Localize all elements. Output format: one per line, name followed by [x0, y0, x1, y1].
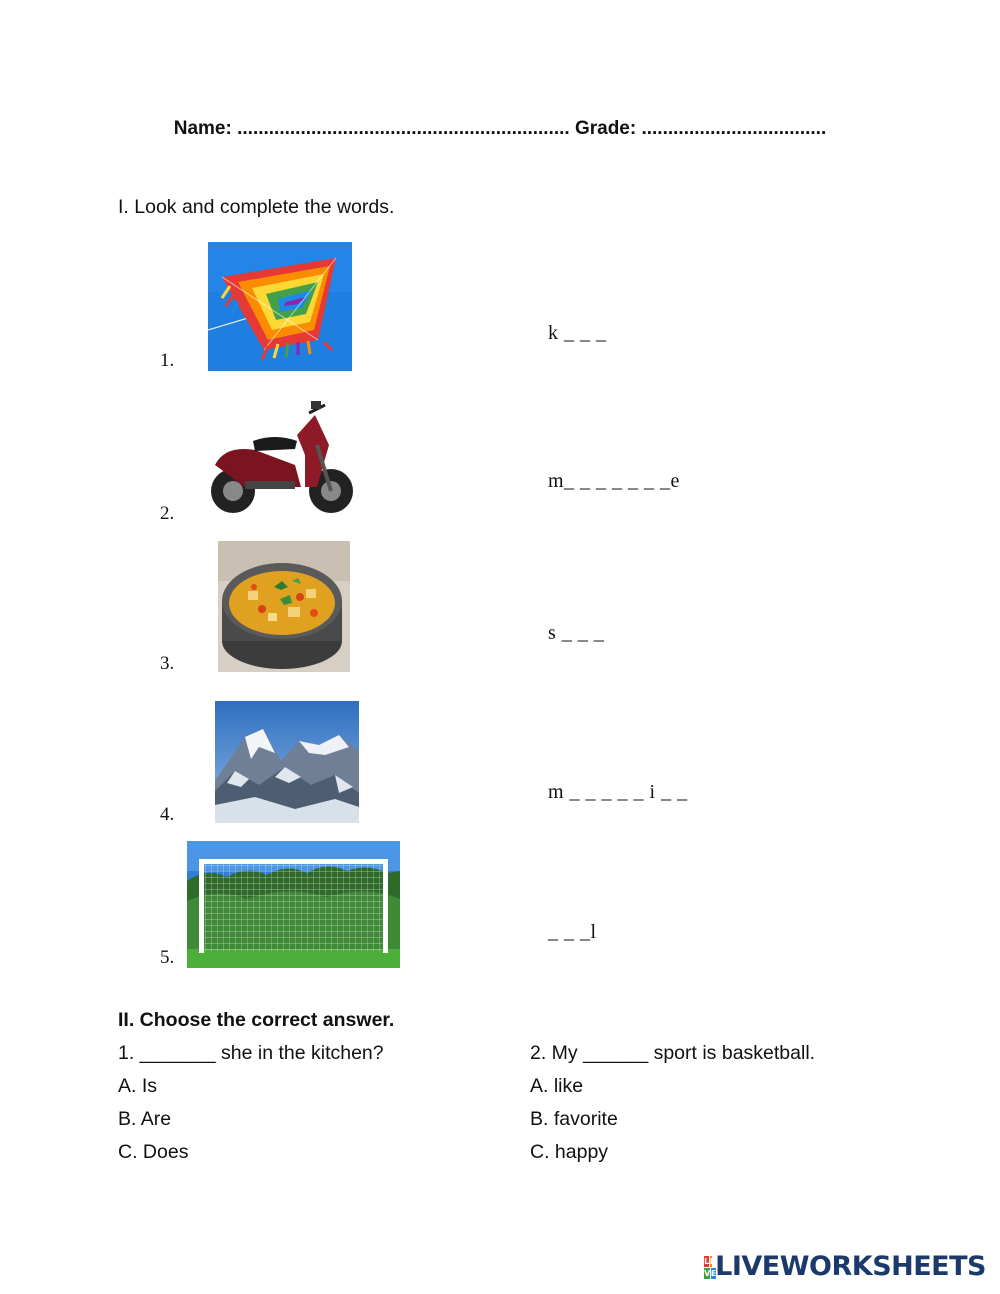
brand-text: LIVEWORKSHEETS	[715, 1251, 986, 1282]
logo-letter: V	[704, 1268, 710, 1278]
word-blank-5[interactable]: _ _ _l	[548, 921, 597, 943]
question-2: 2. My ______ sport is basketball.	[530, 1042, 816, 1064]
mountain-image	[215, 701, 359, 823]
logo-letter: I	[709, 1256, 713, 1266]
kite-image	[208, 242, 352, 371]
liveworksheets-logo-icon	[703, 1255, 716, 1279]
item-number: 5.	[160, 947, 175, 968]
option-1b[interactable]: B. Are	[118, 1108, 172, 1130]
option-2c[interactable]: C. happy	[530, 1141, 609, 1163]
logo-letter: E	[710, 1268, 716, 1278]
liveworksheets-brand	[703, 1251, 986, 1282]
option-1a[interactable]: A. Is	[118, 1075, 158, 1097]
soup-image	[218, 541, 350, 672]
section-2-title: II. Choose the correct answer.	[118, 1009, 395, 1031]
item-number: 4.	[160, 804, 175, 825]
question-1: 1. _______ she in the kitchen?	[118, 1042, 384, 1064]
motorbike-image	[205, 395, 360, 523]
word-blank-2[interactable]: m_ _ _ _ _ _ _e	[548, 470, 680, 492]
section-1-title: I. Look and complete the words.	[118, 196, 395, 218]
word-blank-4[interactable]: m _ _ _ _ _ i _ _	[548, 781, 688, 803]
name-grade-line: Name: ............................................................... Grade: ...................................	[173, 118, 827, 139]
item-number: 1.	[160, 350, 175, 371]
option-2a[interactable]: A. like	[530, 1075, 584, 1097]
word-blank-3[interactable]: s _ _ _	[548, 622, 605, 644]
word-blank-1[interactable]: k _ _ _	[548, 322, 607, 344]
option-2b[interactable]: B. favorite	[530, 1108, 618, 1130]
goal-image	[187, 841, 400, 968]
item-number: 3.	[160, 653, 175, 674]
option-1c[interactable]: C. Does	[118, 1141, 189, 1163]
item-number: 2.	[160, 503, 175, 524]
logo-letter: L	[704, 1256, 709, 1266]
